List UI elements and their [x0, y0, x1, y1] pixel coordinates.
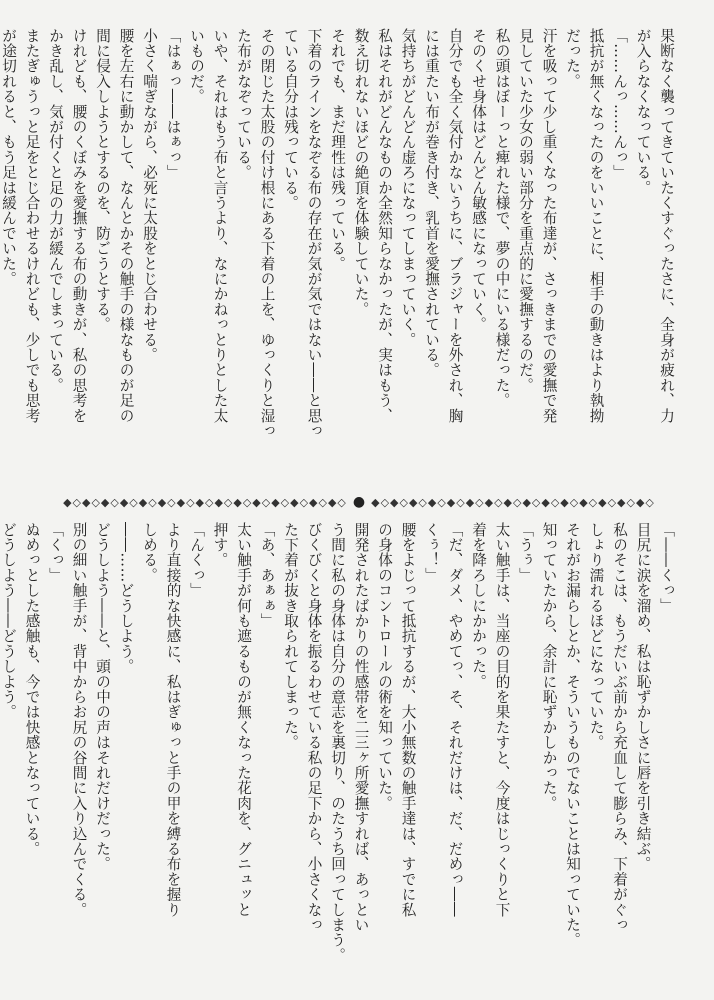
- text-line: どうしよう――と、頭の中の声はそれだけだった。: [94, 522, 111, 872]
- text-line: けれども、腰のくぼみを愛撫する布の動きが、私の思考を: [70, 28, 88, 424]
- text-line: た下着が抜き取られてしまった。: [282, 522, 299, 750]
- text-line: より直接的な快感に、私はぎゅっと手の甲を縛る布を握り: [164, 522, 182, 918]
- text-line: には重たい布が巻き付き、乳首を愛撫されている。: [423, 28, 440, 378]
- text-line: 「くっ」: [47, 522, 64, 583]
- text-line: ――……どうしよう。: [117, 522, 135, 674]
- section-divider: [46, 492, 672, 512]
- text-line: だった。: [564, 28, 581, 89]
- text-line: う間に私の身体は自分の意志を裏切り、のたうち回ってしまう。: [329, 522, 346, 963]
- text-line: いや、それはもう布と言うより、なにかねっとりとした太: [211, 28, 229, 424]
- text-line: ている自分は残っている。: [282, 28, 299, 211]
- text-line: 間に侵入しようとするのを、防ごうとする。: [94, 28, 111, 332]
- text-line: 数え切れないほどの絶頂を体験していた。: [352, 28, 370, 317]
- text-line: しょり濡れるほどになっていた。: [587, 522, 605, 750]
- text-line: 「うぅ」: [517, 522, 534, 583]
- text-line: 「――くっ」: [658, 522, 675, 614]
- text-line: 見していた少女の弱い部分を重点的に愛撫するのだ。: [517, 28, 534, 393]
- text-line: 汗を吸って少し重くなった布達が、さっきまでの愛撫で発: [540, 28, 558, 424]
- text-line: それがお漏らしとか、そういうものでないことは知っていた。: [564, 522, 581, 948]
- text-line: そのくせ身体はどんどん敏感になっていく。: [470, 28, 487, 332]
- text-line: 下着のラインをなぞる布の存在が気が気ではない――と思っ: [305, 28, 323, 439]
- text-line: 私のそこは、もうだいぶ前から充血して膨らみ、下着がぐっ: [611, 522, 628, 933]
- text-line: 着を降ろしにかかった。: [470, 522, 487, 690]
- text-line: 太い触手は、当座の目的を果たすと、今度はじっくりと下: [493, 522, 511, 918]
- text-line: 自分でも全く気付かないうちに、ブラジャーを外され、胸: [446, 28, 464, 424]
- text-line: 「はぁっ――はぁっ」: [164, 28, 182, 180]
- lower-text-column: [0, 522, 678, 982]
- text-line: またぎゅうっと足をとじ合わせるけれども、少しでも思考: [23, 28, 41, 424]
- upper-text-column: [0, 28, 678, 468]
- text-line: くぅ！」: [423, 522, 440, 583]
- text-line: その閉じた太股の付け根にある下着の上を、ゆっくりと湿っ: [258, 28, 276, 439]
- text-line: びくびくと身体を振るわせている私の足下から、小さくなっ: [305, 522, 323, 933]
- divider-ornament-right: ◆◇◆◇◆◇◆◇◆◇◆◇◆◇◆◇◆◇◆◇◆◇◆◇◆◇◆◇◆◇: [371, 495, 655, 509]
- text-line: 「だ、ダメ、やめてっ、そ、それだけは、だ、だめっ――: [446, 522, 464, 918]
- text-line: 目尻に涙を溜め、私は恥ずかしさに唇を引き結ぶ。: [634, 522, 652, 872]
- text-line: 太い触手が何も遮るものが無くなった花肉を、グニュッと: [235, 522, 252, 918]
- text-line: いものだ。: [188, 28, 205, 104]
- text-line: 押す。: [211, 522, 229, 568]
- text-line: の身体のコントロールの術を知っていた。: [376, 522, 393, 811]
- text-line: 小さく喘ぎながら、必死に太股をとじ合わせる。: [141, 28, 158, 363]
- text-line: 腰をよじって抵抗するが、大小無数の触手達は、すでに私: [399, 522, 417, 918]
- text-line: が入らなくなっている。: [634, 28, 652, 196]
- divider-center-mark: ●: [352, 494, 366, 510]
- text-line: かき乱し、気が付くと足の力が緩んでしまっている。: [47, 28, 64, 393]
- text-line: 「あ、あぁぁ」: [258, 522, 276, 629]
- text-line: 気持ちがどんどん虚ろになってしまっていく。: [399, 28, 417, 348]
- text-line: 知っていたから、余計に恥ずかしかった。: [540, 522, 558, 811]
- text-line: 抵抗が無くなったのをいいことに、相手の動きはより執拗: [587, 28, 605, 424]
- text-line: 「……んっ……んっ」: [611, 28, 628, 180]
- text-line: 私の頭はぼーっと痺れた様で、夢の中にいる様だった。: [493, 28, 511, 408]
- text-line: た布がなぞっている。: [235, 28, 252, 180]
- text-line: 果断なく襲ってきていたくすぐったさに、全身が疲れ、力: [658, 28, 675, 424]
- divider-ornament-left: ◆◇◆◇◆◇◆◇◆◇◆◇◆◇◆◇◆◇◆◇◆◇◆◇◆◇◆◇◆◇: [63, 495, 347, 509]
- text-line: 腰を左右に動かして、なんとかその触手の様なものが足の: [117, 28, 135, 424]
- text-line: ぬめっとした感触も、今では快感となっている。: [23, 522, 41, 857]
- text-line: 別の細い触手が、背中からお尻の谷間に入り込んでくる。: [70, 522, 88, 918]
- text-line: どうしよう――どうしよう。: [0, 522, 17, 720]
- text-line: しめる。: [141, 522, 158, 583]
- text-line: 「んくっ」: [188, 522, 205, 598]
- text-line: 開発されたばかりの性感帯を二三ヶ所愛撫すれば、あっとい: [352, 522, 370, 933]
- text-line: が途切れると、もう足は緩んでいた。: [0, 28, 17, 287]
- text-line: 私はそれがどんなものか全然知らなかったが、実はもう、: [376, 28, 393, 424]
- text-line: それでも、まだ理性は残っている。: [329, 28, 346, 272]
